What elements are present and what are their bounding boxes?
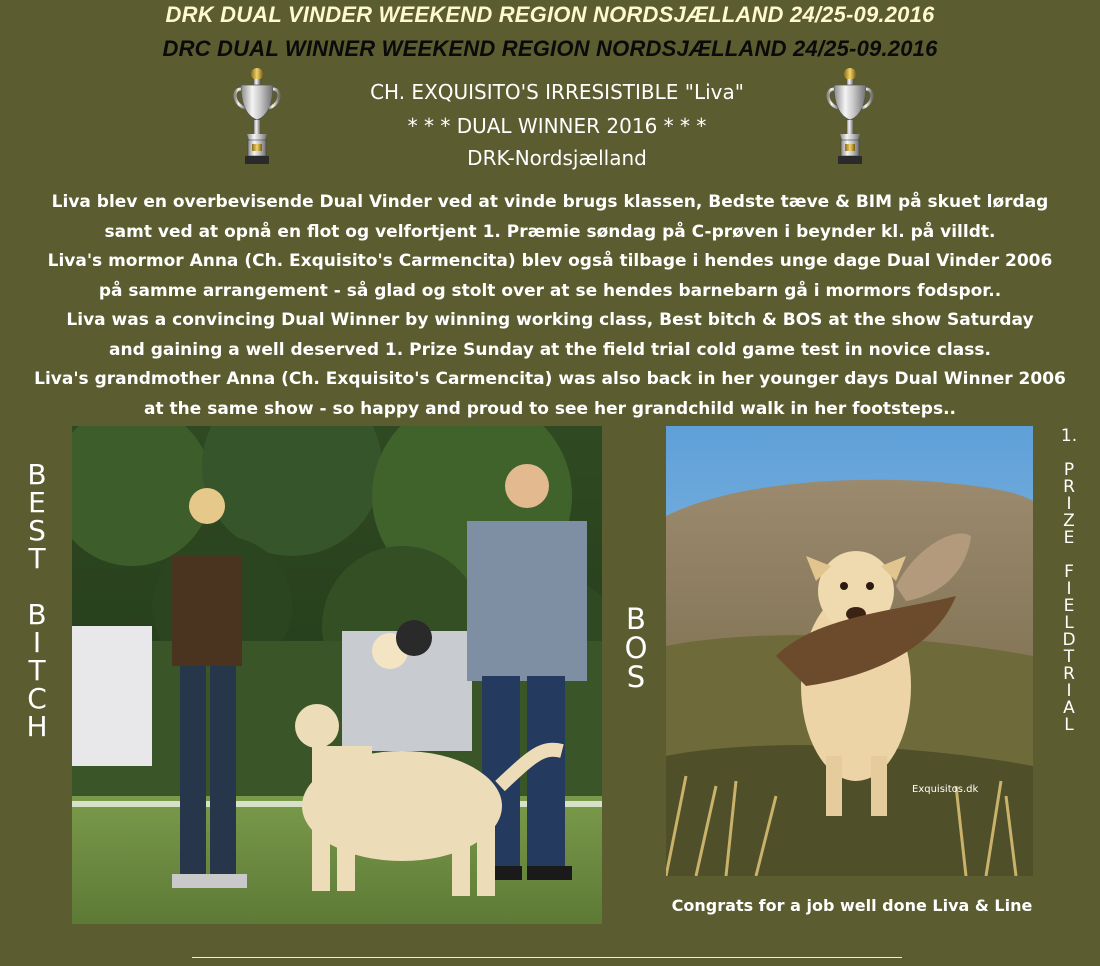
title-danish: DRK DUAL VINDER WEEKEND REGION NORDSJÆLLAND 24/25-09.2016 [165, 2, 935, 27]
trophy-icon [232, 66, 282, 170]
vertical-letter: I [1066, 681, 1072, 701]
show-ring-photo [72, 426, 602, 924]
vertical-letter: L [1064, 613, 1074, 633]
paragraph-line: at the same show - so happy and proud to see her grandchild walk in her footsteps.. [144, 398, 956, 419]
vertical-letter: B [626, 602, 646, 636]
vertical-text-best-bitch [20, 458, 54, 743]
vertical-letter: Z [1063, 511, 1075, 531]
vertical-letter: B [27, 458, 47, 491]
vertical-letter [20, 570, 54, 598]
vertical-text-bos [618, 602, 654, 694]
vertical-letter: R [1063, 477, 1075, 497]
vertical-letter [1055, 441, 1083, 458]
vertical-letter: 1. [1060, 426, 1078, 446]
paragraph-line: på samme arrangement - så glad og stolt over at se hendes barnebarn gå i mormors fodspor.. [98, 280, 1002, 301]
divider-line [192, 957, 902, 958]
paragraph-line: Liva's grandmother Anna (Ch. Exquisito's Carmencita) was also back in her younger days Dual Winner 2006 [34, 369, 1066, 389]
vertical-letter: H [26, 710, 48, 743]
vertical-letter: F [1064, 562, 1074, 582]
vertical-letter: C [27, 682, 47, 715]
vertical-letter: T [28, 654, 46, 687]
paragraph-line: Liva was a convincing Dual Winner by winning working class, Best bitch & BOS at the show Saturday [66, 310, 1034, 330]
vertical-letter: L [1064, 715, 1074, 735]
vertical-letter: I [32, 626, 42, 659]
vertical-letter: R [1063, 664, 1075, 684]
paragraph-line: Liva blev en overbevisende Dual Vinder ved at vinde brugs klassen, Bedste tæve & BIM på skuet lørdag [51, 192, 1049, 212]
vertical-letter: E [28, 486, 46, 519]
paragraph-line: and gaining a well deserved 1. Prize Sunday at the field trial cold game test in novice class. [109, 339, 991, 360]
vertical-letter: I [1066, 494, 1072, 514]
congrats-caption: Congrats for a job well done Liva & Line [671, 896, 1033, 915]
vertical-letter: I [1066, 579, 1072, 599]
vertical-letter: S [28, 514, 46, 547]
trophy-icon [825, 66, 875, 170]
vertical-letter: D [1062, 630, 1076, 650]
dog-name: CH. EXQUISITO'S IRRESISTIBLE "Liva" [370, 80, 744, 104]
title-english: DRC DUAL WINNER WEEKEND REGION NORDSJÆLLAND 24/25-09.2016 [162, 36, 938, 61]
award-line: * * * DUAL WINNER 2016 * * * [407, 114, 707, 138]
field-trial-photo [666, 426, 1033, 876]
club-name: DRK-Nordsjælland [467, 146, 647, 170]
vertical-letter [1055, 543, 1083, 560]
vertical-text-prize-fieldtrial [1055, 424, 1083, 735]
vertical-letter: O [624, 631, 648, 665]
vertical-letter: T [1063, 647, 1075, 667]
vertical-letter: S [626, 660, 646, 694]
vertical-letter: T [28, 542, 46, 575]
vertical-letter: E [1063, 528, 1075, 548]
paragraph-line: samt ved at opnå en flot og velfortjent 1. Præmie søndag på C-prøven i beynder kl. på villdt. [104, 221, 996, 242]
story-paragraph [0, 188, 1100, 424]
vertical-letter: P [1063, 460, 1075, 480]
vertical-letter: A [1063, 698, 1075, 718]
paragraph-line: Liva's mormor Anna (Ch. Exquisito's Carmencita) blev også tilbage i hendes unge dage Dual Vinder 2006 [47, 251, 1053, 271]
vertical-letter: B [27, 598, 47, 631]
photo-watermark: Exquisitos.dk [912, 784, 979, 795]
vertical-letter: E [1063, 596, 1075, 616]
